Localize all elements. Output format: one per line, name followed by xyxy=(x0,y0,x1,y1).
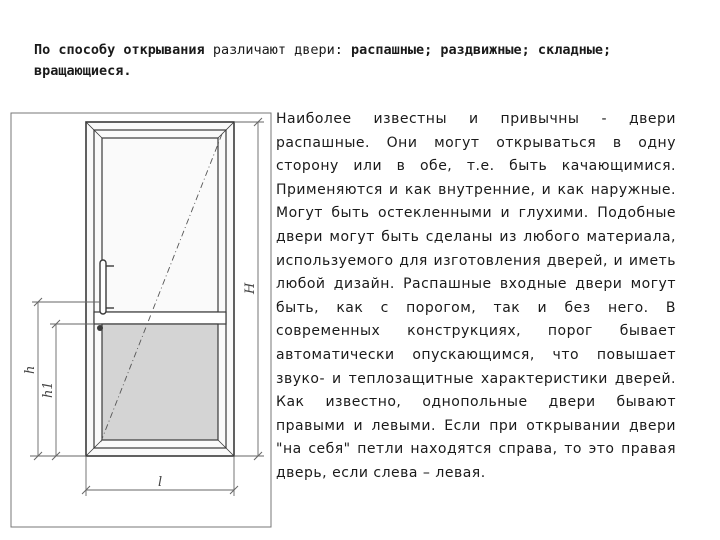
intro-paragraph xyxy=(34,40,684,82)
intro-emphasis-2: распашные; раздвижные; складные; вращающиеся. xyxy=(34,42,612,79)
door-mid-rail xyxy=(94,312,226,324)
door-lower-panel xyxy=(102,324,218,440)
dimension-label-H: H xyxy=(243,282,258,294)
dimension-label-l: l xyxy=(158,475,163,490)
dimension-label-h1: h1 xyxy=(41,381,56,398)
door-diagram xyxy=(10,112,272,528)
body-paragraph: Наиболее известны и привычны - двери распашные. Они могут открываться в одну сторону или в обе, т.е. быть качающимися. Применяются и как внутренние, и как наружные. Могут быть остекленными и глухими. Подобные двери могут быть сделаны из любого материала, используемого для изготовления дверей, и иметь любой дизайн. Распашные входные двери могут быть, как с порогом, так и без него. В современных конструкциях, порог бывает автоматически опускающимся, что повышает звуко- и теплозащитные характеристики дверей. Как известно, однопольные двери бывают правыми и левыми. Если при открывании двери "на себя" петли находятся справа, то это правая дверь, если слева – левая. xyxy=(276,111,676,481)
intro-emphasis-1: По способу открывания xyxy=(34,42,205,58)
door-lock xyxy=(97,325,103,331)
door-handle xyxy=(100,260,106,314)
dimension-label-h: h xyxy=(23,365,38,374)
intro-text: различают двери: xyxy=(204,42,351,58)
